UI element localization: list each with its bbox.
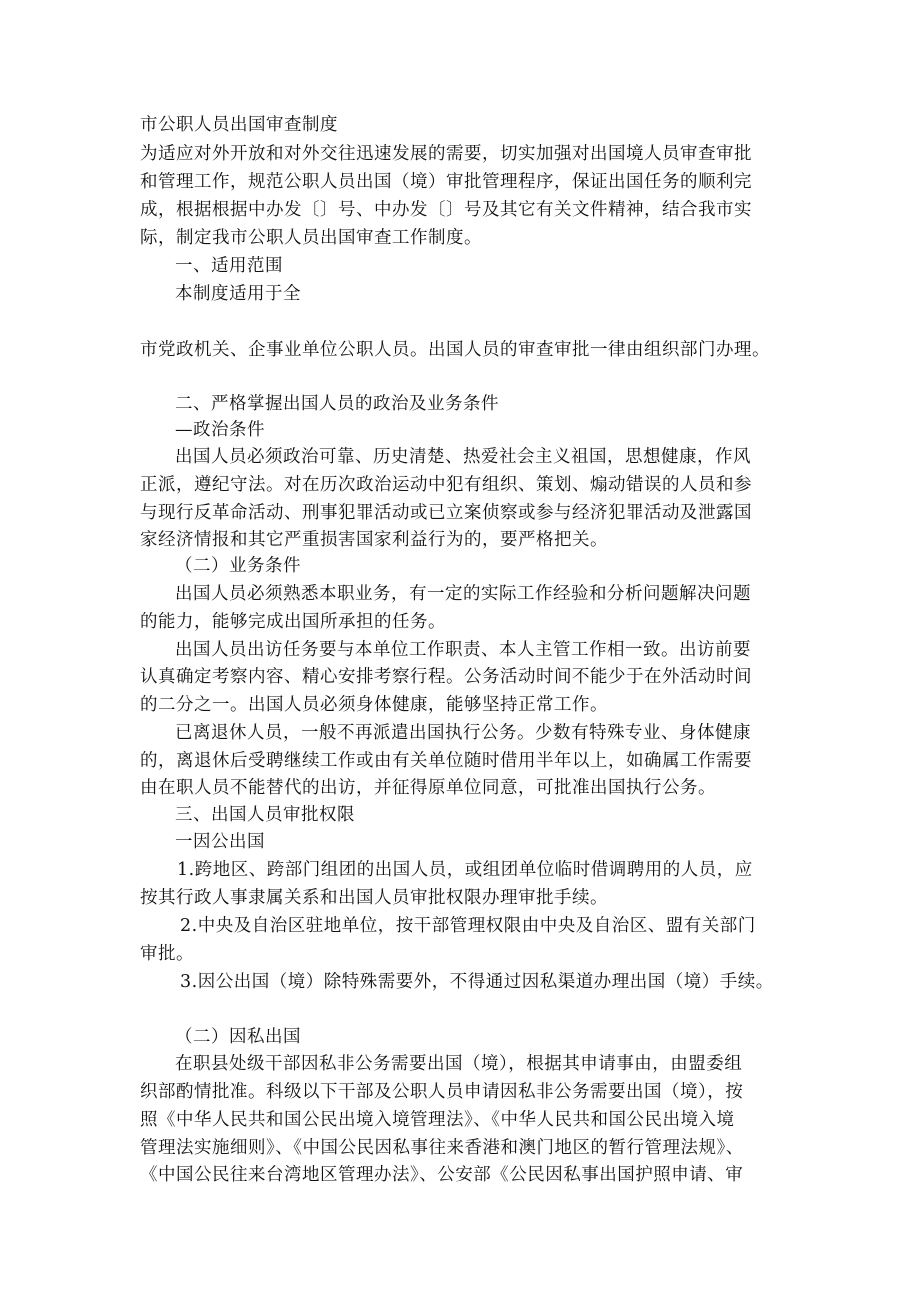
paragraph-line: 《中国公民往来台湾地区管理办法》、公安部《公民因私事出国护照申请、审 bbox=[140, 1165, 744, 1185]
list-item: 2.中央及自治区驻地单位，按干部管理权限由中央及自治区、盟有关部门 bbox=[180, 916, 756, 936]
paragraph-line: 出国人员必须熟悉本职业务，有一定的实际工作经验和分析问题解决问题 bbox=[175, 584, 751, 604]
paragraph-line: 出国人员出访任务要与本单位工作职责、本人主管工作相一致。出访前要 bbox=[175, 640, 751, 660]
paragraph-line: 与现行反革命活动、刑事犯罪活动或已立案侦察或参与经济犯罪活动及泄露国 bbox=[140, 503, 752, 523]
paragraph-line: 由在职人员不能替代的出访，并征得原单位同意，可批准出国执行公务。 bbox=[140, 778, 716, 798]
paragraph-line: 已离退休人员，一般不再派遣出国执行公务。少数有特殊专业、身体健康 bbox=[175, 723, 751, 743]
section3-heading: 三、出国人员审批权限 bbox=[175, 805, 355, 825]
paragraph-line: 的能力，能够完成出国所承担的任务。 bbox=[140, 612, 446, 632]
document-title: 市公职人员出国审查制度 bbox=[140, 115, 338, 135]
paragraph-line: 的二分之一。出国人员必须身体健康，能够坚持正常工作。 bbox=[140, 695, 608, 715]
paragraph-line: 管理法实施细则》、《中国公民因私事往来香港和澳门地区的暂行管理法规》、 bbox=[140, 1138, 744, 1158]
list-item: 1.跨地区、跨部门组团的出国人员，或组团单位临时借调聘用的人员，应 bbox=[177, 860, 753, 880]
list-item: 审批。 bbox=[140, 944, 194, 964]
section1-text: 市党政机关、企事业单位公职人员。出国人员的审查审批一律由组织部门办理。 bbox=[140, 340, 770, 360]
intro-line: 和管理工作，规范公职人员出国（境）审批管理程序，保证出国任务的顺利完 bbox=[140, 172, 752, 192]
list-item: 3.因公出国（境）除特殊需要外，不得通过因私渠道办理出国（境）手续。 bbox=[180, 972, 774, 992]
list-item: 按其行政人事隶属关系和出国人员审批权限办理审批手续。 bbox=[140, 888, 608, 908]
section3-sub1-heading: 一因公出国 bbox=[175, 832, 265, 852]
intro-line: 成，根据根据中办发〔〕号、中办发〔〕号及其它有关文件精神，结合我市实 bbox=[140, 200, 752, 220]
paragraph-line: 出国人员必须政治可靠、历史清楚、热爱社会主义祖国，思想健康，作风 bbox=[175, 447, 751, 467]
paragraph-line: 在职县处级干部因私非公务需要出国（境），根据其申请事由，由盟委组 bbox=[175, 1054, 743, 1074]
section2-sub1-heading: —政治条件 bbox=[175, 420, 265, 440]
paragraph-line: 认真确定考察内容、精心安排考察行程。公务活动时间不能少于在外活动时间 bbox=[140, 667, 752, 687]
section3-sub2-heading: （二）因私出国 bbox=[175, 1027, 301, 1047]
paragraph-line: 家经济情报和其它严重损害国家利益行为的，要严格把关。 bbox=[140, 530, 608, 550]
section2-sub2-heading: （二）业务条件 bbox=[175, 556, 301, 576]
intro-line: 际，制定我市公职人员出国审查工作制度。 bbox=[140, 228, 482, 248]
paragraph-line: 织部酌情批准。科级以下干部及公职人员申请因私非公务需要出国（境），按 bbox=[140, 1082, 744, 1102]
section2-heading: 二、严格掌握出国人员的政治及业务条件 bbox=[175, 394, 499, 414]
section1-heading: 一、适用范围 bbox=[175, 256, 283, 276]
paragraph-line: 的，离退休后受聘继续工作或由有关单位随时借用半年以上，如确属工作需要 bbox=[140, 751, 752, 771]
paragraph-line: 正派，遵纪守法。对在历次政治运动中犯有组织、策划、煽动错误的人员和参 bbox=[140, 475, 752, 495]
intro-line: 为适应对外开放和对外交往迅速发展的需要，切实加强对出国境人员审查审批 bbox=[140, 144, 752, 164]
section1-text: 本制度适用于全 bbox=[175, 284, 301, 304]
paragraph-line: 照《中华人民共和国公民出境入境管理法》、《中华人民共和国公民出境入境 bbox=[140, 1110, 735, 1130]
